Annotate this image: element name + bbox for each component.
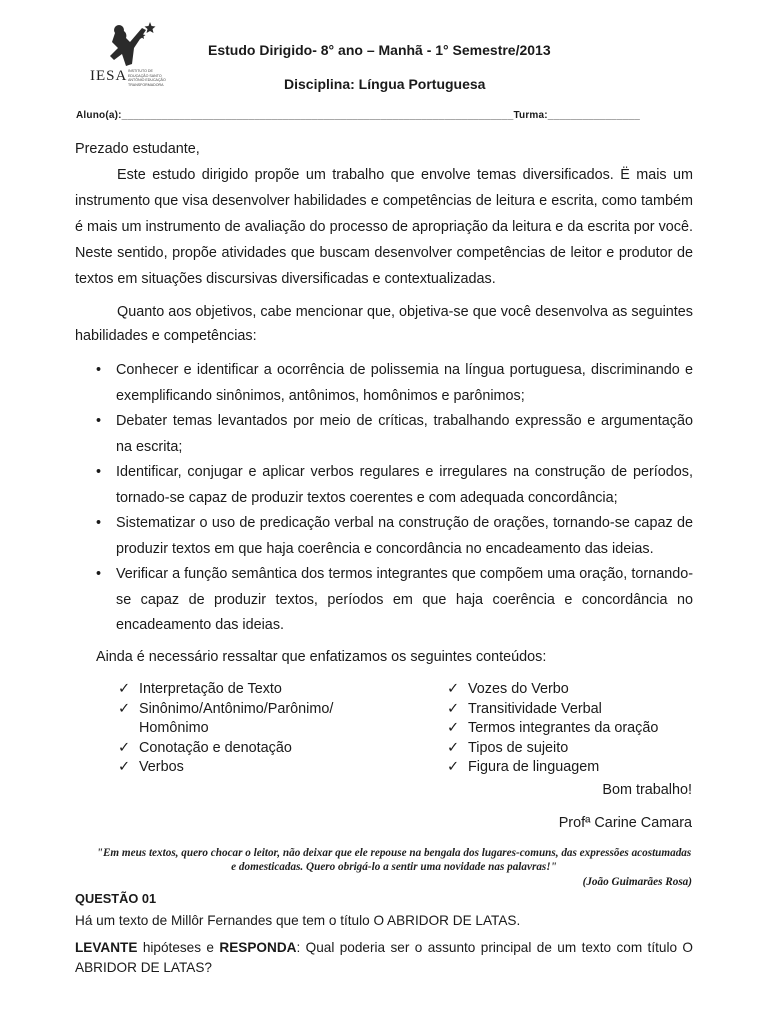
document-title: Estudo Dirigido- 8° ano – Manhã - 1° Semestre/2013	[208, 42, 551, 58]
list-item	[118, 758, 358, 778]
objective-text: Conhecer e identificar a ocorrência de polissemia na língua portuguesa, discriminando e exemplificando sinônimos, antônimos, homônimos e parônimos;	[116, 362, 693, 404]
content-text: Tipos de sujeito	[468, 739, 569, 756]
logo-subtitle: INSTITUTO DE EDUCAÇÃO SANTO ANTÔNIO EDUCAÇÃO TRANSFORMADORA	[128, 69, 166, 87]
bullet-icon: •	[96, 413, 102, 429]
epigraph-quote: "Em meus textos, quero chocar o leitor, não deixar que ele repouse na bengala dos lugares-comuns, das expressões acostumadas e domesticadas. Quero obrigá-lo a sentir uma novidade nas palavras!"	[96, 847, 692, 873]
objective-text: Debater temas levantados por meio de críticas, trabalhando expressão e argumentação na escrita;	[116, 413, 693, 455]
subject-title: Disciplina: Língua Portuguesa	[284, 76, 486, 92]
objective-text: Identificar, conjugar e aplicar verbos regulares e irregulares na construção de períodos, tornado-se capaz de produzir textos coerentes e com adequada concordância;	[116, 464, 693, 506]
bullet-icon: •	[96, 464, 102, 480]
question-prompt	[75, 938, 693, 977]
list-item	[447, 700, 707, 720]
list-item	[447, 758, 707, 778]
closing-text: Bom trabalho!	[602, 782, 692, 798]
checkmark-icon: ✓	[447, 720, 460, 736]
checkmark-icon: ✓	[118, 681, 131, 697]
list-item	[447, 739, 707, 759]
bullet-icon: •	[96, 362, 102, 378]
school-logo	[88, 20, 198, 100]
intro-paragraph: Este estudo dirigido propõe um trabalho que envolve temas diversificados. Ë mais um instrumento que visa desenvolver habilidades e competências de leitura e escrita, como também é mais um instrumento de avaliação do processo de apropriação da leitura e da escrita por você. Neste sentido, propõe atividades que buscam desenvolver competências de leitor e produtor de textos em situações discursivas diversificadas e contextualizadas.	[75, 167, 693, 287]
bullet-icon: •	[96, 566, 102, 582]
contents-list-left	[118, 680, 358, 778]
checkmark-icon: ✓	[447, 681, 460, 697]
list-item	[75, 511, 693, 562]
contents-intro: Ainda é necessário ressaltar que enfatizamos os seguintes conteúdos:	[96, 649, 547, 665]
content-text: Interpretação de Texto	[139, 681, 282, 697]
content-text: Sinônimo/Antônimo/Parônimo/ Homônimo	[139, 700, 334, 736]
content-text: Termos integrantes da oração	[468, 720, 659, 736]
checkmark-icon: ✓	[118, 759, 131, 775]
contents-list-right	[447, 680, 707, 778]
content-text: Conotação e denotação	[139, 739, 292, 756]
bullet-icon: •	[96, 515, 102, 531]
logo-wordmark: IESA	[90, 68, 128, 84]
greeting: Prezado estudante,	[75, 141, 200, 157]
list-item	[75, 562, 693, 639]
checkmark-icon: ✓	[118, 739, 131, 756]
list-item	[447, 680, 707, 700]
list-item	[118, 700, 358, 739]
list-item	[75, 358, 693, 409]
content-text: Verbos	[139, 759, 184, 775]
objective-text: Verificar a função semântica dos termos integrantes que compõem uma oração, tornando-se capaz de produzir textos, períodos em que haja coerência e concordância no encadeamento das ideias.	[116, 566, 693, 633]
instruction-verb: LEVANTE	[75, 940, 138, 955]
question-text: : Qual poderia ser o assunto principal de um texto com título O ABRIDOR DE LATAS?	[75, 940, 693, 975]
teacher-signature: Profª Carine Camara	[558, 815, 692, 831]
objectives-list	[75, 358, 693, 639]
instruction-connector: hipóteses e	[137, 940, 220, 955]
list-item	[118, 680, 358, 700]
content-text: Vozes do Verbo	[468, 681, 569, 697]
question-context: Há um texto de Millôr Fernandes que tem o título O ABRIDOR DE LATAS.	[75, 913, 521, 928]
checkmark-icon: ✓	[118, 700, 131, 717]
checkmark-icon: ✓	[447, 700, 460, 717]
list-item	[118, 739, 358, 759]
student-class-line: Aluno(a):____________________________________________________________________Turma:________________	[76, 110, 640, 121]
checkmark-icon: ✓	[447, 739, 460, 756]
list-item	[75, 409, 693, 460]
content-text: Transitividade Verbal	[468, 700, 602, 717]
content-text: Figura de linguagem	[468, 759, 600, 775]
checkmark-icon: ✓	[447, 759, 460, 775]
logo-figure-icon	[88, 20, 198, 70]
quote-author: (João Guimarães Rosa)	[582, 876, 692, 888]
objective-text: Sistematizar o uso de predicação verbal na construção de orações, tornando-se capaz de produzir textos em que haja coerência e concordância no encadeamento das ideias.	[116, 515, 693, 557]
list-item	[447, 719, 707, 739]
objectives-intro: Quanto aos objetivos, cabe mencionar que, objetiva-se que você desenvolva as seguintes habilidades e competências:	[75, 304, 693, 344]
list-item	[75, 460, 693, 511]
question-title: QUESTÃO 01	[75, 891, 157, 906]
instruction-verb: RESPONDA	[219, 940, 297, 955]
